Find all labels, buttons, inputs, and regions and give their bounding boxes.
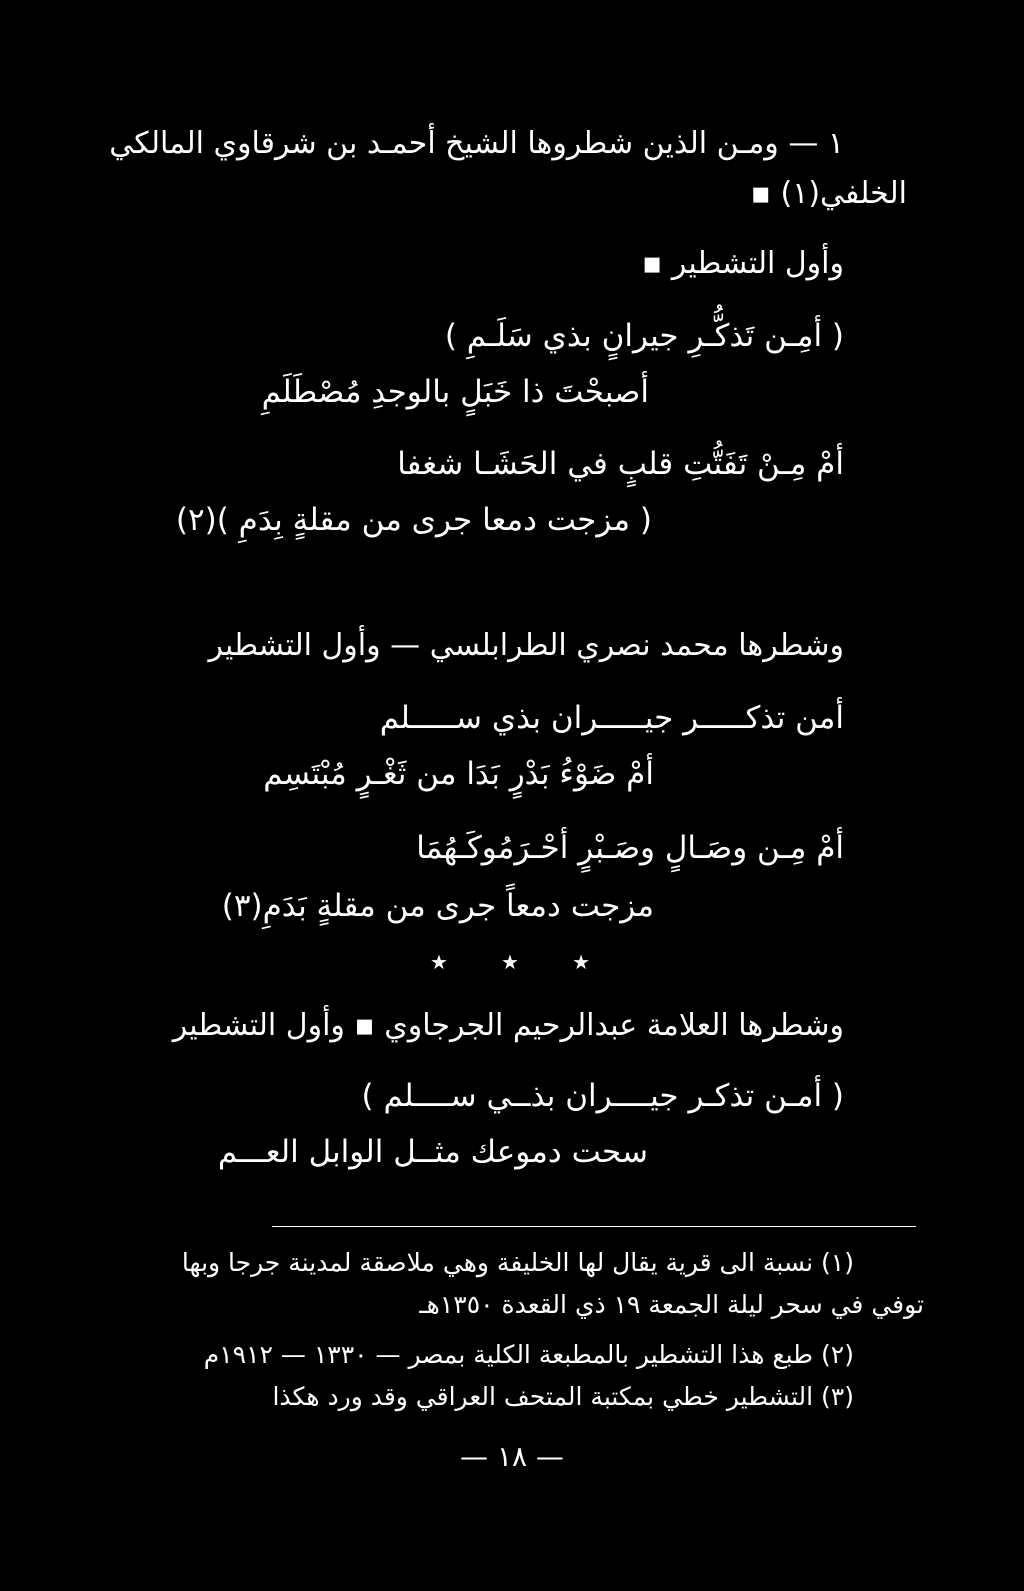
section3-title: وشطرها العلامة عبدالرحيم الجرجاوي ▪ وأول التشطير (172, 1008, 844, 1043)
verse-line: أمْ ضَوْءُ بَدْرٍ بَدَا من ثَغْـرٍ مُبْتَسِم (263, 756, 654, 792)
verse-line: سحت دموعك مثــل الوابل العـــم (217, 1134, 648, 1170)
verse-line: أمْ مِـنْ تَفَتُّتِ قلبٍ في الحَشَـا شغفا (397, 446, 844, 482)
star-icon: ★ (430, 950, 448, 974)
verse-line: أمْ مِـن وصَـالٍ وصَـبْرٍ أحْـرَمُوكَـهُمَا (416, 830, 844, 866)
verse-line: ( مزجت دمعا جرى من مقلةٍ بِدَمِ )(٢) (175, 502, 652, 538)
heading-line-1: ١ — ومـن الذين شطروها الشيخ أحمـد بن شرقاوي المالكي (109, 126, 844, 161)
heading-line-2: الخلفي(١) ▪ (750, 176, 907, 211)
star-icon: ★ (572, 950, 590, 974)
page-number: — ١٨ — (460, 1440, 564, 1473)
section2-title: وشطرها محمد نصري الطرابلسي — وأول التشطير (208, 628, 844, 663)
footnote-separator (272, 1226, 916, 1227)
verse-line: مزجت دمعاً جرى من مقلةٍ بَدَمِ(٣) (221, 888, 654, 924)
footnote-3: (٣) التشطير خطي بمكتبة المتحف العراقي وقد ورد هكذا (272, 1382, 854, 1411)
section1-title: وأول التشطير ▪ (641, 246, 844, 281)
footnote-1-continued: توفي في سحر ليلة الجمعة ١٩ ذي القعدة ١٣٥٠هـ (419, 1290, 924, 1319)
verse-line: ( أمـن تذكـر جيــــران بذــي ســــلم ) (361, 1078, 844, 1114)
verse-line: ( أمِـن تَذكُّـرِ جيرانٍ بذي سَلَـمِ ) (444, 318, 844, 354)
footnote-2: (٢) طبع هذا التشطير بالمطبعة الكلية بمصر — ١٣٣٠ — ١٩١٢م (203, 1340, 854, 1369)
footnote-1: (١) نسبة الى قرية يقال لها الخليفة وهي ملاصقة لمدينة جرجا وبها (181, 1248, 854, 1277)
star-icon: ★ (501, 950, 519, 974)
verse-line: أصبحْتَ ذا خَبَلٍ بالوجدِ مُصْطَلَمِ (261, 374, 649, 410)
verse-line: أمن تذكـــــر جيـــــران بذي ســـــلم (379, 700, 844, 736)
section-divider-stars (430, 950, 590, 974)
